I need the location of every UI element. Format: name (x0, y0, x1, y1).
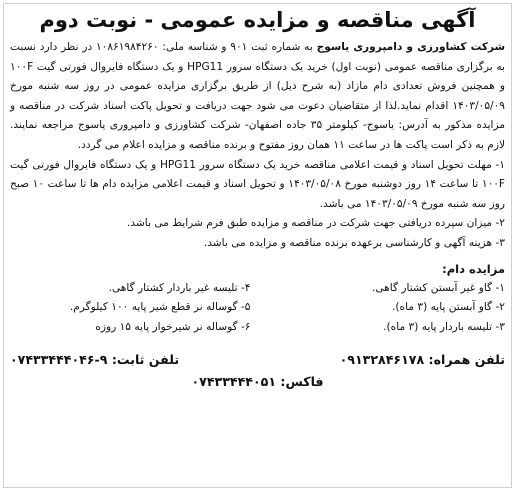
list-item: ۲- گاو آبستن پایه (۳ ماه). (392, 301, 505, 314)
list-item: ۶- گوساله نر شیرخوار پایه ۱۵ روزه (95, 320, 251, 333)
mobile-contact (340, 349, 505, 371)
condition-item-1: ۱- مهلت تحویل اسناد و قیمت اعلامی مناقصه خرید یک دستگاه سرور HPG11 و یک دستگاه فایروال فورتی گیت ۱۰۰F تا ساعت ۱۴ روز دوشنبه مورخ ۱۴۰۳/۰۵/۰۸ و تحویل اسناد و قیمت اعلامی مزایده دام ها تا ساعت ۱۰ صبح روز سه شنبه مورخ ۱۴۰۳/۰۵/۰۹ می باشد. (10, 158, 506, 210)
list-item: ۵- گوساله نر قطع شیر پایه ۱۰۰ کیلوگرم. (69, 301, 251, 314)
livestock-auction-title: مزایده دام: (442, 261, 505, 276)
phone-contact (10, 349, 179, 371)
fax-number: ۰۷۴۳۳۴۴۴۰۵۱ (191, 374, 277, 390)
notice-body (10, 38, 505, 254)
contact-row (10, 349, 505, 371)
mobile-label: تلفن همراه: (428, 352, 505, 368)
condition-item-2: ۲- میزان سپرده دریافتی جهت شرکت در مناقصه و مزایده طبق فرم شرایط می باشد. (127, 217, 505, 230)
mobile-number: ۰۹۱۳۲۸۴۶۱۷۸ (339, 352, 425, 368)
phone-label: تلفن ثابت: (111, 352, 180, 368)
notice-title: آگهی مناقصه و مزایده عمومی - نوبت دوم (39, 8, 476, 32)
phone-number: ۰۷۴۳۳۴۴۴۰۴۶-۹ (10, 352, 108, 368)
fax-label: فاکس: (280, 374, 324, 390)
livestock-list (10, 279, 505, 338)
condition-item-3: ۳- هزینه آگهی و کارشناسی برعهده برنده مناقصه و مزایده می باشد. (203, 236, 505, 249)
list-item: ۳- تلیسه باردار پایه (۳ ماه). (383, 320, 505, 333)
company-name: شرکت کشاورزی و دامپروری یاسوج (316, 41, 505, 53)
list-item: ۱- گاو غیر آبستن کشتار گاهی. (371, 281, 505, 294)
list-item: ۴- تلیسه غیر باردار کشتار گاهی. (108, 281, 251, 294)
fax-contact (10, 371, 505, 393)
intro-text: به شماره ثبت ۹۰۱ و شناسه ملی: ۱۰۸۶۱۹۸۴۲۶۰ در نظر دارد نسبت به برگزاری مناقصه عمومی (نوبت اول) خرید یک دستگاه سرور HPG11 و یک دستگاه فایروال فورتی گیت ۱۰۰F و همچنین فروش تعدادی دام مازاد (به شرح ذیل) از طریق برگزاری مزایده عمومی در روز سه شنبه مورخ ۱۴۰۳/۰۵/۰۹ اقدام نماید.لذا از متقاضیان دعوت می شود جهت دریافت و تحویل پاکت اسناد شرکت در مناقصه و مزایده مذکور به آدرس: یاسوج- کیلومتر ۳۵ جاده اصفهان- شرکت کشاورزی و دامپروری یاسوج مراجعه نمایند. لازم به ذکر است پاکت ها در ساعت ۱۱ همان روز مفتوح و برنده مناقصه و مزایده اعلام می گردد. (10, 41, 506, 151)
